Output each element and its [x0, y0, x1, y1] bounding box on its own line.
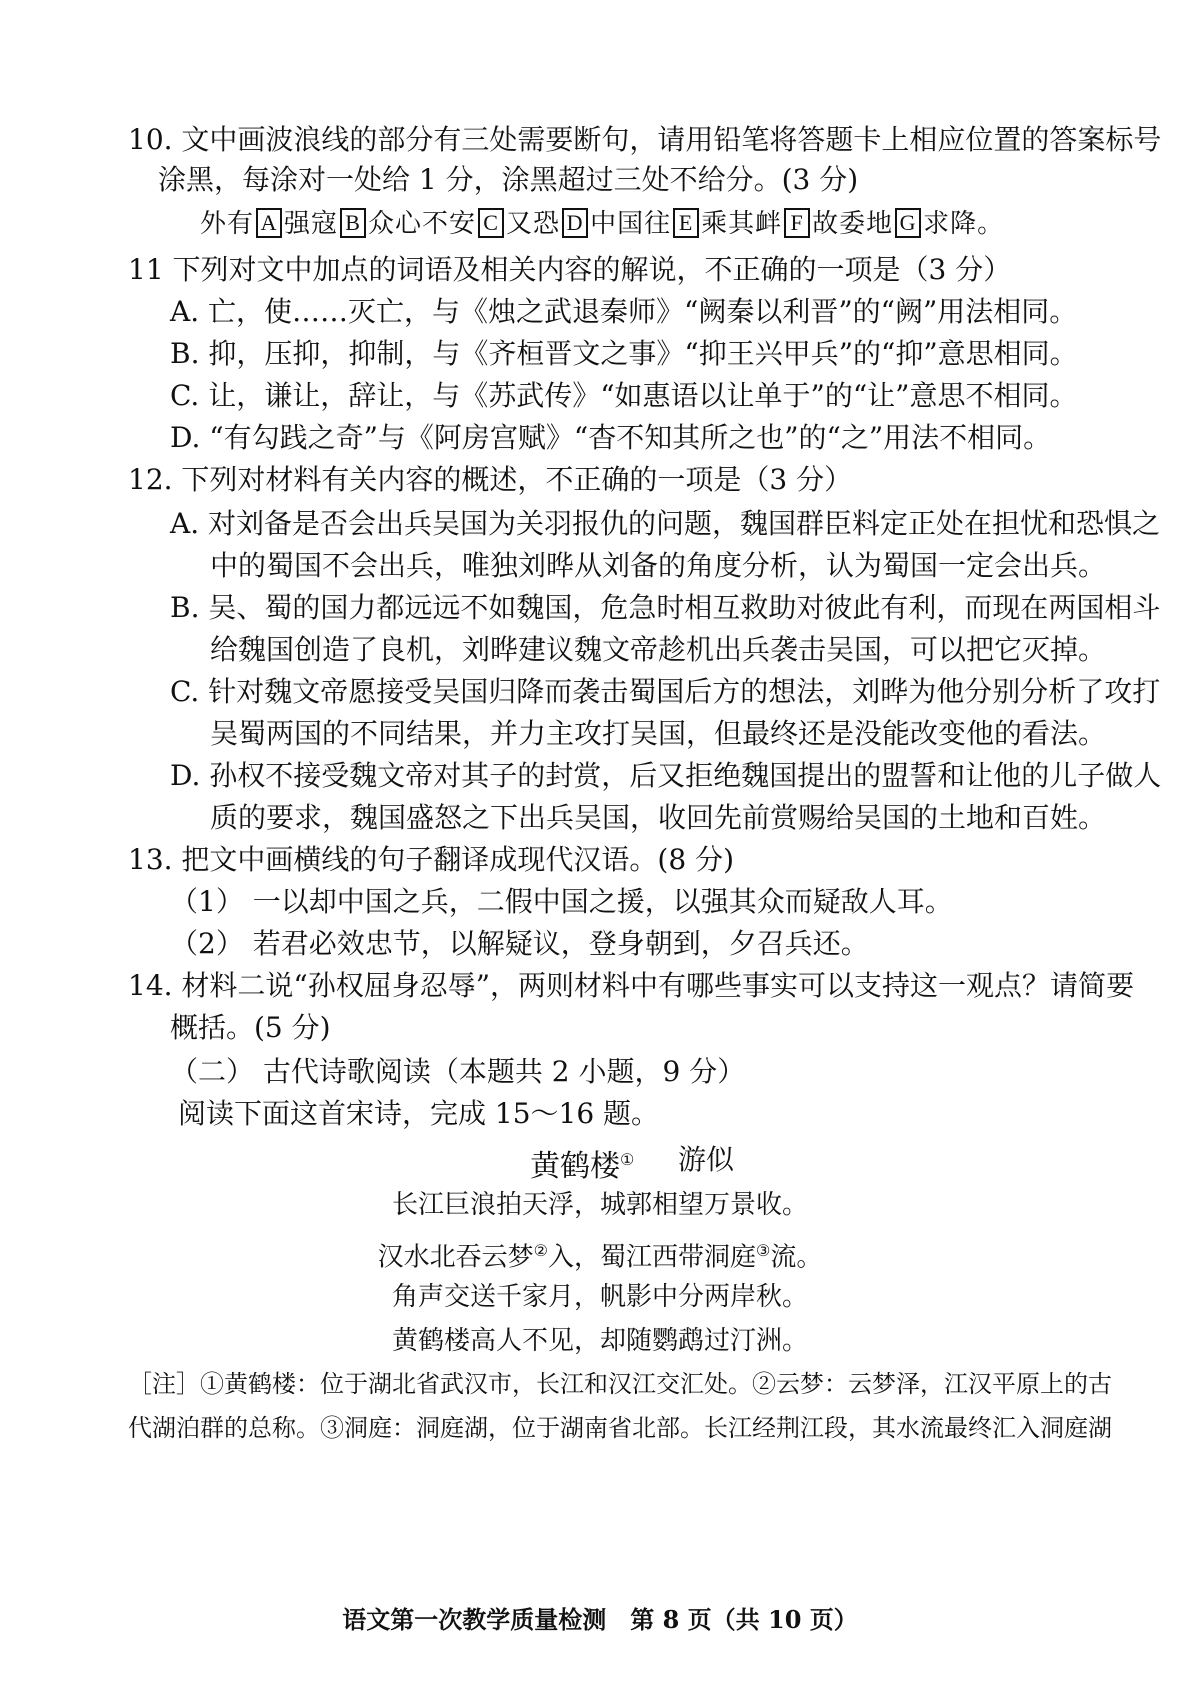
q12-option-d-cont: 质的要求，魏国盛怒之下出兵吴国，收回先前赏赐给吴国的土地和百姓。	[210, 801, 1107, 834]
q10-answer-line	[200, 204, 1004, 244]
seg: 强寇	[284, 209, 339, 239]
seg: 外有	[200, 209, 255, 239]
poem-line-4: 黄鹤楼高人不见，却随鹦鹉过汀洲。	[391, 1326, 808, 1356]
q11-option-b: B. 抑，压抑，抑制，与《齐桓晋文之事》“抑王兴甲兵”的“抑”意思相同。	[170, 337, 1078, 370]
seg: 故委地	[812, 209, 894, 239]
q13-stem: 13. 把文中画横线的句子翻译成现代汉语。(8 分)	[128, 843, 734, 876]
page-footer: 语文第一次教学质量检测 第 8 页（共 10 页）	[342, 1605, 858, 1634]
poem-title-note-mark: ①	[620, 1150, 635, 1169]
section-instruction: 阅读下面这首宋诗，完成 15～16 题。	[178, 1097, 660, 1130]
poem-title	[530, 1140, 634, 1187]
answer-box-c: C	[478, 208, 504, 238]
q12-option-c: C. 针对魏文帝愿接受吴国归降而袭击蜀国后方的想法，刘晔为他分别分析了攻打	[170, 675, 1161, 708]
poem-line-2	[0, 1232, 1200, 1277]
answer-box-f: F	[784, 208, 810, 238]
poem-author: 游似	[678, 1143, 735, 1176]
q10-line1: 10. 文中画波浪线的部分有三处需要断句，请用铅笔将答题卡上相应位置的答案标号	[128, 123, 1162, 156]
q13-sentence-2: （2） 若君必效忠节，以解疑议，登身朝到，夕召兵还。	[170, 927, 869, 960]
q13-sentence-1: （1） 一以却中国之兵，二假中国之援，以强其众而疑敌人耳。	[170, 885, 953, 918]
poem-line-3: 角声交送千家月，帆影中分两岸秋。	[391, 1282, 808, 1312]
q11-option-d: D. “有勾践之奇”与《阿房宫赋》“杳不知其所之也”的“之”用法不相同。	[170, 421, 1052, 454]
q12-option-a: A. 对刘备是否会出兵吴国为关羽报仇的问题，魏国群臣料定正处在担忧和恐惧之	[170, 507, 1161, 540]
note-mark-3: ③	[756, 1241, 771, 1260]
q14-line2: 概括。(5 分)	[170, 1011, 331, 1044]
poem-title-text: 黄鹤楼	[530, 1149, 620, 1184]
notes-line-2: 代湖泊群的总称。③洞庭：洞庭湖，位于湖南省北部。长江经荆江段，其水流最终汇入洞庭湖	[128, 1414, 1112, 1442]
answer-box-g: G	[895, 208, 921, 238]
q14-line1: 14. 材料二说“孙权屈身忍辱”，两则材料中有哪些事实可以支持这一观点？请简要	[128, 969, 1135, 1002]
q12-option-a-cont: 中的蜀国不会出兵，唯独刘晔从刘备的角度分析，认为蜀国一定会出兵。	[210, 549, 1107, 582]
q12-stem: 12. 下列对材料有关内容的概述，不正确的一项是（3 分）	[128, 463, 853, 496]
poem-line-2-part-a: 汉水北吞云梦	[377, 1242, 534, 1273]
seg: 求降。	[923, 209, 1005, 239]
q11-option-c: C. 让，谦让，辞让，与《苏武传》“如惠语以让单于”的“让”意思不相同。	[170, 379, 1078, 412]
seg: 乘其衅	[701, 209, 783, 239]
q12-option-c-cont: 吴蜀两国的不同结果，并力主攻打吴国，但最终还是没能改变他的看法。	[210, 717, 1107, 750]
q12-option-b: B. 吴、蜀的国力都远远不如魏国，危急时相互救助对彼此有利，而现在两国相斗	[170, 591, 1161, 624]
seg: 又恐	[506, 209, 561, 239]
q12-option-d: D. 孙权不接受魏文帝对其子的封赏，后又拒绝魏国提出的盟誓和让他的儿子做人	[170, 759, 1162, 792]
seg: 众心不安	[368, 209, 477, 239]
poem-line-1: 长江巨浪拍天浮，城郭相望万景收。	[391, 1190, 808, 1220]
q11-option-a: A. 亡，使……灭亡，与《烛之武退秦师》“阙秦以利晋”的“阙”用法相同。	[170, 295, 1078, 328]
q11-stem: 11 下列对文中加点的词语及相关内容的解说，不正确的一项是（3 分）	[128, 253, 1012, 286]
poem-line-2-part-b: 入，蜀江西带洞庭	[547, 1242, 756, 1273]
q10-line2: 涂黑，每涂对一处给 1 分，涂黑超过三处不给分。(3 分)	[158, 163, 859, 196]
poem-line-2-part-c: 流。	[770, 1242, 823, 1273]
q12-option-b-cont: 给魏国创造了良机，刘晔建议魏文帝趁机出兵袭击吴国，可以把它灭掉。	[210, 633, 1107, 666]
answer-box-b: B	[340, 208, 366, 238]
seg: 中国往	[590, 209, 672, 239]
section-heading: （二） 古代诗歌阅读（本题共 2 小题，9 分）	[170, 1055, 746, 1088]
answer-box-d: D	[562, 208, 588, 238]
answer-box-e: E	[673, 208, 699, 238]
answer-box-a: A	[256, 208, 282, 238]
note-mark-2: ②	[533, 1241, 548, 1260]
notes-line-1: ［注］①黄鹤楼：位于湖北省武汉市，长江和汉江交汇处。②云梦：云梦泽，江汉平原上的古	[128, 1370, 1112, 1398]
